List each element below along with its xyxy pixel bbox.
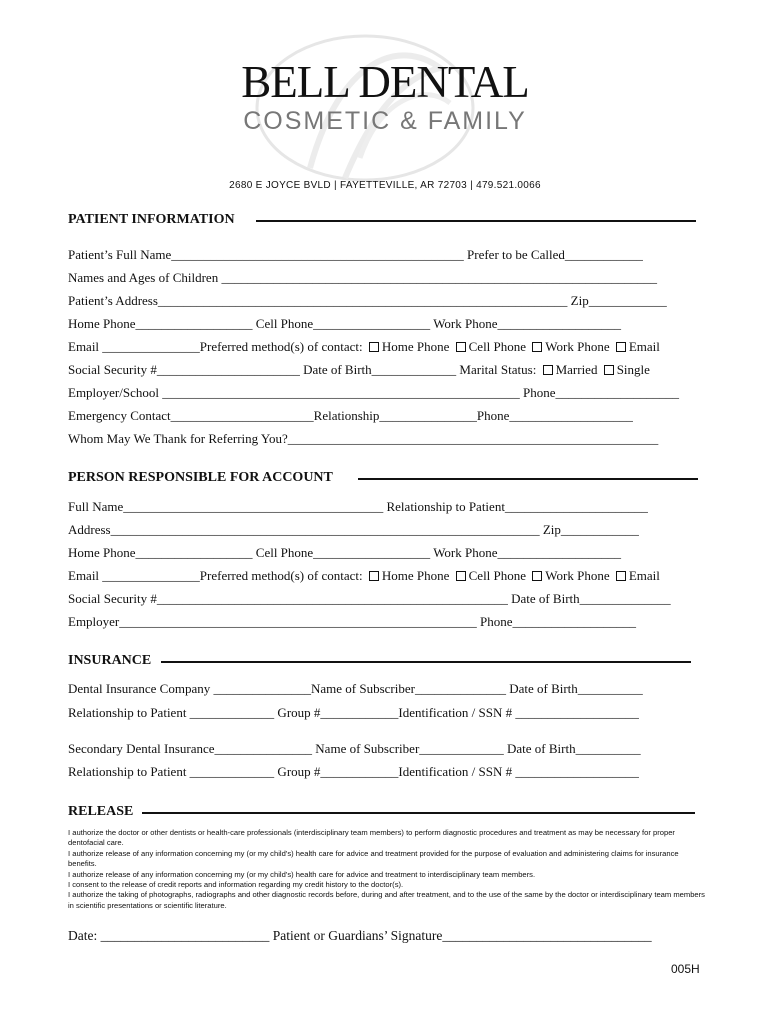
release-paragraph: I authorize release of any information concerning my (or my child’s) health care for advice and treatment provided for the purpose of evaluation and administering claims for insurance benefits. <box>68 848 679 869</box>
patient-address-field[interactable]: Patient’s Address_______________________________________________________________ Zip____________ <box>68 293 667 308</box>
option-label: Work Phone <box>545 339 610 354</box>
children-field[interactable]: Names and Ages of Children ___________________________________________________________________ <box>68 270 657 285</box>
form-code: 005H <box>671 962 700 976</box>
insurance-id-field[interactable]: Relationship to Patient _____________ Group #____________Identification / SSN # ___________________ <box>68 705 639 720</box>
patient-ssn-row <box>68 362 650 378</box>
option-label: Married <box>555 362 598 377</box>
section-title-patient: PATIENT INFORMATION <box>68 212 235 227</box>
release-paragraph: I authorize the doctor or other dentists or health-care professionals (interdisciplinary team members) to perform diagnostic procedures and treatment as may be necessary for proper dentofacial care. <box>68 828 675 848</box>
release-text <box>68 828 708 911</box>
checkbox-work-phone[interactable] <box>532 571 542 581</box>
release-paragraph: I authorize release of any information concerning my (or my child’s) health care for advice and treatment to interdisciplinary team members. <box>68 869 536 879</box>
checkbox-email[interactable] <box>616 571 626 581</box>
option-label: Home Phone <box>381 568 450 583</box>
option-label: Home Phone <box>381 339 450 354</box>
checkbox-home-phone[interactable] <box>369 342 379 352</box>
secondary-id-field[interactable]: Relationship to Patient _____________ Group #____________Identification / SSN # ___________________ <box>68 764 639 779</box>
patient-email-row <box>68 339 660 355</box>
option-label: Single <box>616 362 650 377</box>
resp-name-field[interactable]: Full Name________________________________________ Relationship to Patient______________________ <box>68 499 648 514</box>
section-title-insurance: INSURANCE <box>68 653 152 668</box>
referral-field[interactable]: Whom May We Thank for Referring You?_________________________________________________________ <box>68 431 659 446</box>
checkbox-single[interactable] <box>604 365 614 375</box>
checkbox-married[interactable] <box>543 365 553 375</box>
patient-phone-fields[interactable]: Home Phone__________________ Cell Phone__________________ Work Phone___________________ <box>68 316 622 331</box>
insurance-company-field[interactable]: Dental Insurance Company _______________Name of Subscriber______________ Date of Birth__________ <box>68 681 643 696</box>
checkbox-cell-phone[interactable] <box>456 342 466 352</box>
option-label: Work Phone <box>545 568 610 583</box>
section-title-responsible: PERSON RESPONSIBLE FOR ACCOUNT <box>68 470 333 485</box>
release-paragraph: I consent to the release of credit reports and information regarding my credit history to the doctor(s). <box>68 880 404 890</box>
resp-employer-field[interactable]: Employer_______________________________________________________ Phone___________________ <box>68 614 637 629</box>
option-label: Email <box>628 568 660 583</box>
resp-address-field[interactable]: Address__________________________________________________________________ Zip____________ <box>68 522 639 537</box>
practice-tagline: COSMETIC & FAMILY <box>243 107 527 135</box>
section-rule <box>256 220 696 222</box>
section-rule <box>142 812 695 814</box>
checkbox-home-phone[interactable] <box>369 571 379 581</box>
resp-ssn-field[interactable]: Social Security #______________________________________________________ Date of Birth______________ <box>68 591 671 606</box>
email-field[interactable]: Email _______________Preferred method(s) of contact: <box>68 568 363 583</box>
employer-field[interactable]: Employer/School _______________________________________________________ Phone___________________ <box>68 385 679 400</box>
checkbox-work-phone[interactable] <box>532 342 542 352</box>
practice-address: 2680 E JOYCE BVLD | FAYETTEVILLE, AR 72703 | 479.521.0066 <box>229 180 541 191</box>
email-field[interactable]: Email _______________Preferred method(s) of contact: <box>68 339 363 354</box>
option-label: Cell Phone <box>468 568 527 583</box>
emergency-contact-field[interactable]: Emergency Contact______________________Relationship_______________Phone___________________ <box>68 408 633 423</box>
release-paragraph: I authorize the taking of photographs, radiographs and other diagnostic records before, during and after treatment, and to the use of the same by the doctor or interdisciplinary team members in scientific presentations or scientific literature. <box>68 890 705 910</box>
practice-name: BELL DENTAL <box>241 57 529 107</box>
section-title-release: RELEASE <box>68 804 134 819</box>
resp-phone-fields[interactable]: Home Phone__________________ Cell Phone__________________ Work Phone___________________ <box>68 545 622 560</box>
section-rule <box>358 478 698 480</box>
ssn-dob-field[interactable]: Social Security #______________________ Date of Birth_____________ Marital Status: <box>68 362 537 377</box>
signature-field[interactable]: Date: _________________________ Patient or Guardians’ Signature_______________________________ <box>68 928 652 943</box>
checkbox-cell-phone[interactable] <box>456 571 466 581</box>
patient-name-field[interactable]: Patient’s Full Name_____________________________________________ Prefer to be Called____________ <box>68 247 643 262</box>
secondary-insurance-field[interactable]: Secondary Dental Insurance_______________ Name of Subscriber_____________ Date of Birth__________ <box>68 741 641 756</box>
checkbox-email[interactable] <box>616 342 626 352</box>
option-label: Email <box>628 339 660 354</box>
resp-email-row <box>68 568 660 584</box>
option-label: Cell Phone <box>468 339 527 354</box>
section-rule <box>161 661 691 663</box>
